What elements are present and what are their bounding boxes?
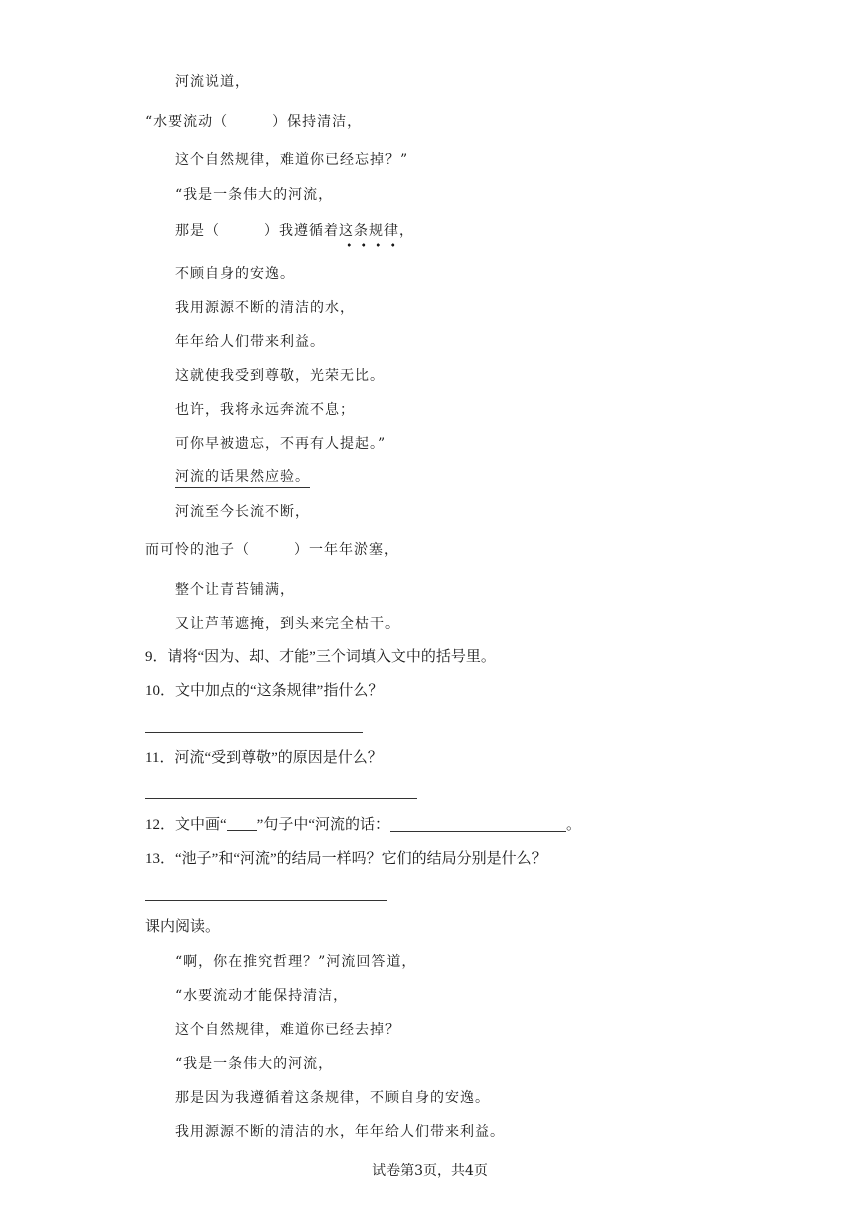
question-12-a: 12．文中画“	[145, 817, 227, 833]
poem-line-1: 河流说道，	[175, 74, 250, 90]
poem-line-2-b: ）保持清洁，	[272, 114, 363, 130]
poem-line-7: 我用源源不断的清洁的水，	[175, 300, 355, 316]
poem-line-5-a: 那是（	[175, 223, 220, 239]
page-footer: 试卷第3页，共4页	[372, 1163, 488, 1179]
poem-line-14-b: ）一年年淤塞，	[294, 542, 399, 558]
poem-line-10: 也许，我将永远奔流不息；	[175, 402, 355, 418]
passage-line-1: “啊，你在推究哲理？”河流回答道，	[175, 954, 417, 970]
question-10: 10．文中加点的“这条规律”指什么？	[145, 683, 384, 699]
answer-line-10[interactable]	[145, 732, 363, 733]
underlined-sentence: 河流的话果然应验。	[175, 469, 310, 488]
passage-line-3: 这个自然规律，难道你已经去掉？	[175, 1022, 400, 1038]
poem-line-14	[145, 540, 399, 560]
question-9: 9．请将“因为、却、才能”三个词填入文中的括号里。	[145, 649, 496, 665]
question-12	[145, 815, 581, 835]
poem-line-9: 这就使我受到尊敬，光荣无比。	[175, 368, 385, 384]
question-12-b: ”句子中“河流的话：	[256, 817, 390, 833]
passage-line-5: 那是因为我遵循着这条规律，不顾自身的安逸。	[175, 1090, 490, 1106]
poem-line-5	[175, 221, 414, 241]
question-13: 13．“池子”和“河流”的结局一样吗？它们的结局分别是什么？	[145, 851, 547, 867]
poem-line-2	[145, 112, 362, 132]
poem-line-14-a: 而可怜的池子（	[145, 542, 250, 558]
poem-line-4: “我是一条伟大的河流，	[175, 187, 334, 203]
poem-line-8: 年年给人们带来利益。	[175, 334, 325, 350]
poem-line-3: 这个自然规律，难道你已经忘掉？”	[175, 152, 409, 168]
passage-line-6: 我用源源不断的清洁的水，年年给人们带来利益。	[175, 1124, 505, 1140]
poem-line-5-b: ）我遵循着	[264, 223, 339, 239]
underline-mark	[227, 818, 257, 831]
poem-line-13: 河流至今长流不断，	[175, 504, 310, 520]
question-11: 11．河流“受到尊敬”的原因是什么？	[145, 750, 383, 766]
passage-line-4: “我是一条伟大的河流，	[175, 1056, 334, 1072]
poem-line-6: 不顾自身的安逸。	[175, 266, 295, 282]
section-title: 课内阅读。	[145, 919, 221, 935]
poem-line-12	[175, 467, 310, 487]
answer-blank-12[interactable]	[390, 817, 566, 832]
answer-line-11[interactable]	[145, 798, 417, 799]
dotted-phrase: 这条规律	[339, 221, 399, 241]
answer-line-13[interactable]	[145, 900, 387, 901]
poem-line-2-a: “水要流动（	[145, 114, 229, 130]
poem-line-15: 整个让青苔铺满，	[175, 582, 295, 598]
poem-line-5-c: ，	[399, 223, 414, 239]
passage-line-2: “水要流动才能保持清洁，	[175, 988, 349, 1004]
poem-line-11: 可你早被遗忘，不再有人提起。”	[175, 436, 387, 452]
question-12-c: 。	[566, 817, 582, 833]
poem-line-16: 又让芦苇遮掩，到头来完全枯干。	[175, 616, 400, 632]
